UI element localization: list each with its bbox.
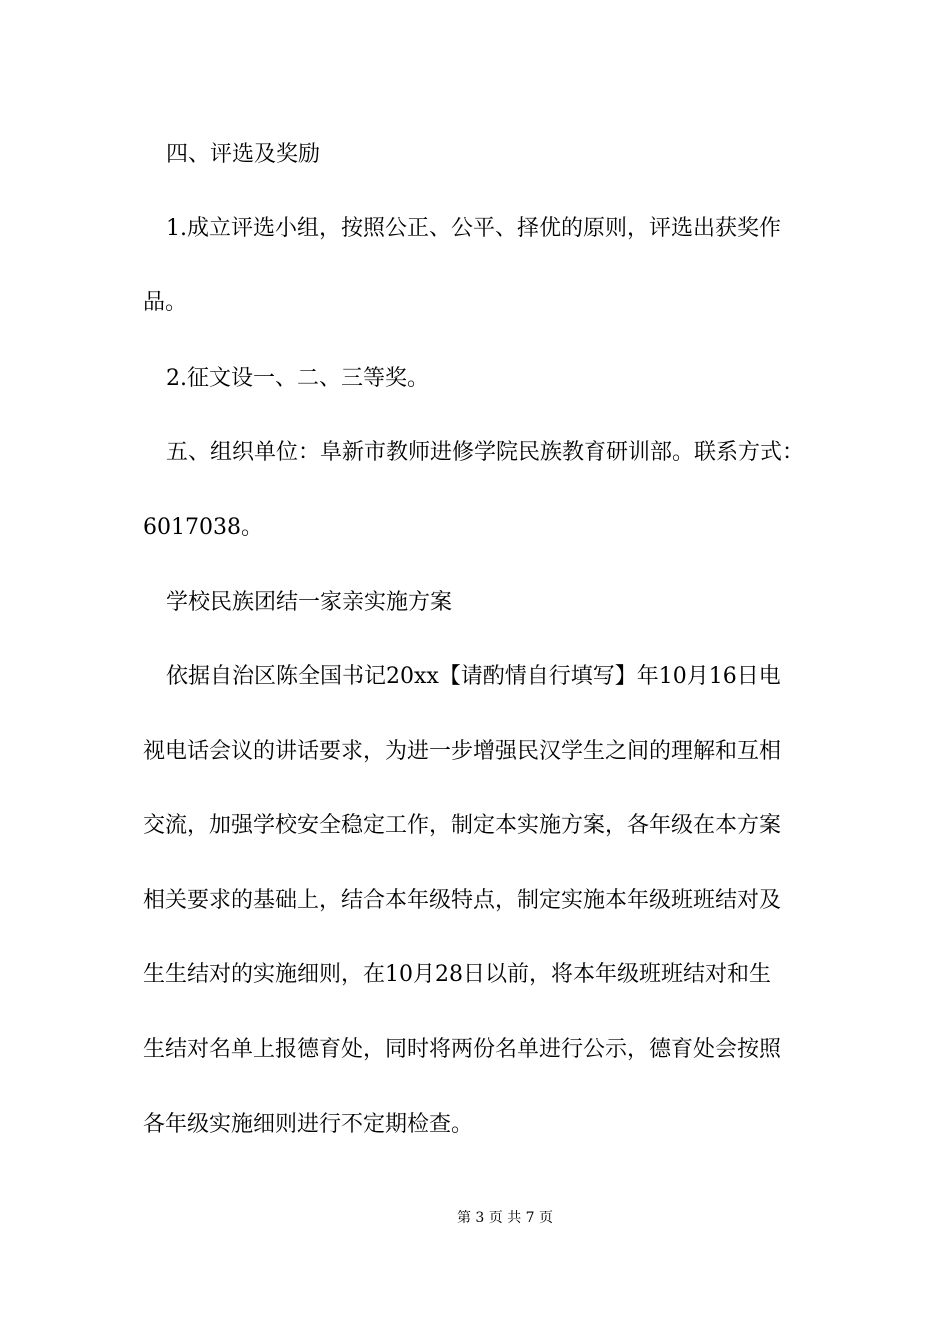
paragraph-line: 6017038。 <box>143 515 263 540</box>
document-subtitle: 学校民族团结一家亲实施方案 <box>166 590 453 615</box>
paragraph-line: 品。 <box>143 290 188 315</box>
paragraph-line: 2.征文设一、二、三等奖。 <box>166 366 429 391</box>
paragraph-line: 生结对名单上报德育处，同时将两份名单进行公示，德育处会按照 <box>143 1037 782 1062</box>
paragraph-line: 依据自治区陈全国书记20xx【请酌情自行填写】年10月16日电 <box>166 664 781 689</box>
paragraph-line: 生生结对的实施细则，在10月28日以前，将本年级班班结对和生 <box>143 962 771 987</box>
paragraph-line: 1.成立评选小组，按照公正、公平、择优的原则，评选出获奖作 <box>166 216 781 241</box>
paragraph-line: 相关要求的基础上，结合本年级特点，制定实施本年级班班结对及 <box>143 888 782 913</box>
section-heading-organizer: 五、组织单位：阜新市教师进修学院民族教育研训部。联系方式： <box>166 440 805 465</box>
section-heading-evaluation: 四、评选及奖励 <box>166 142 321 167</box>
paragraph-line: 各年级实施细则进行不定期检查。 <box>143 1112 474 1137</box>
page-number-footer: 第 3 页 共 7 页 <box>456 1210 554 1226</box>
paragraph-line: 视电话会议的讲话要求，为进一步增强民汉学生之间的理解和互相 <box>143 739 782 764</box>
paragraph-line: 交流，加强学校安全稳定工作，制定本实施方案，各年级在本方案 <box>143 813 782 838</box>
